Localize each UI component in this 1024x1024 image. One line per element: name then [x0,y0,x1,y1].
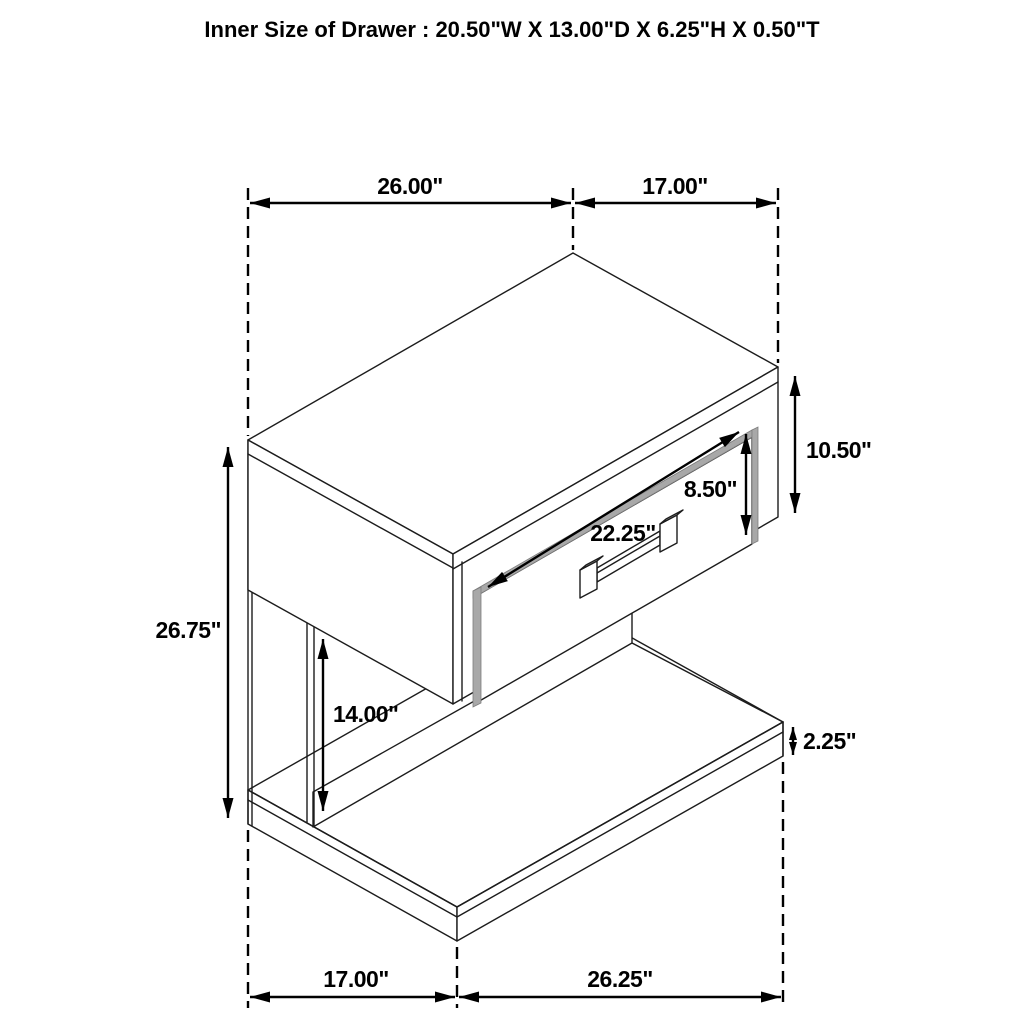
dim-label-top-width: 26.00" [377,173,443,199]
nightstand-drawing [248,253,783,941]
dim-label-base-depth: 17.00" [323,966,389,992]
dim-label-top-depth: 17.00" [642,173,708,199]
dim-base-depth [250,966,455,997]
dim-label-base-thickness: 2.25" [803,728,857,754]
drawer-left-edge-strip [473,587,481,707]
dim-top-width [250,173,571,203]
dim-label-drawer-height: 8.50" [683,476,737,502]
page-title: Inner Size of Drawer : 20.50"W X 13.00"D X 6.25"H X 0.50"T [204,17,820,42]
dim-total-height [156,447,228,818]
dim-top-depth [575,173,776,203]
dim-label-base-width: 26.25" [587,966,653,992]
dim-label-total-height: 26.75" [155,617,221,643]
dim-label-open-height: 14.00" [333,701,399,727]
dim-base-thickness [793,727,856,755]
dim-label-drawer-width: 22.25" [590,520,656,546]
dim-base-width [459,966,781,997]
dim-upper-height [795,376,871,513]
dim-label-upper-height: 10.50" [806,437,872,463]
drawer-right-edge-strip [752,427,758,544]
